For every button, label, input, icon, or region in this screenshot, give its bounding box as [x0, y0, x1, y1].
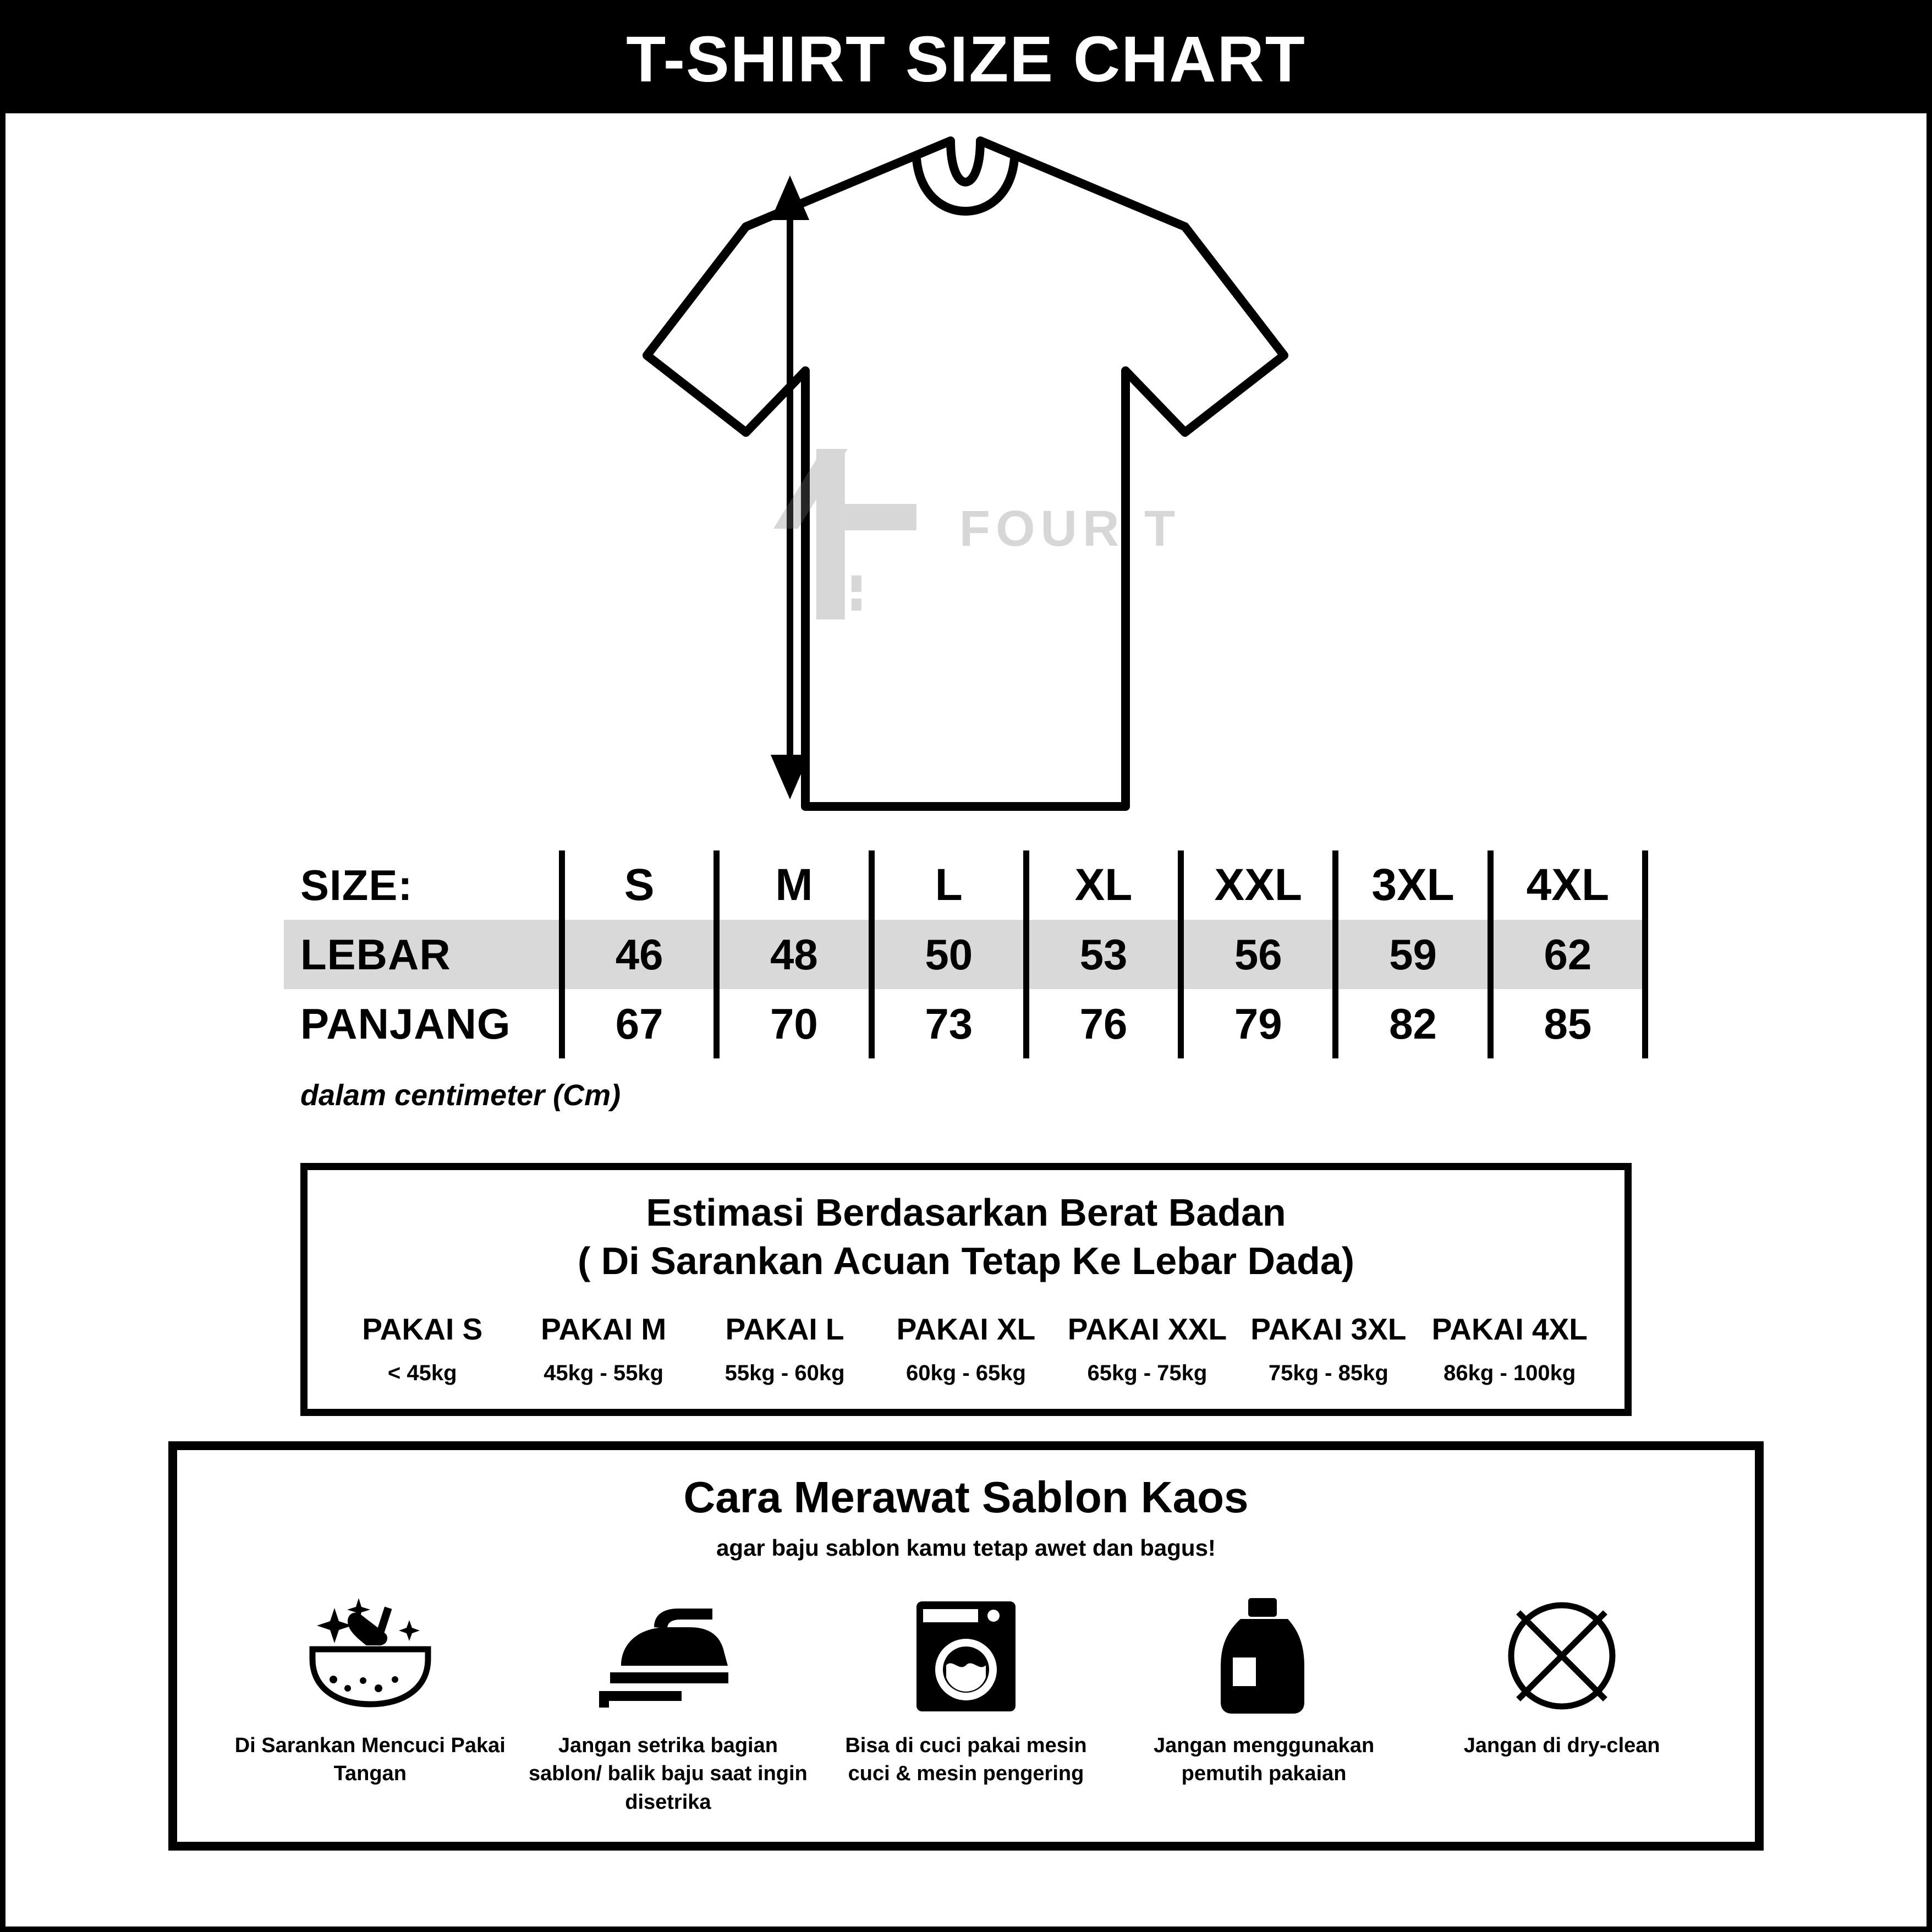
estimate-value-s: < 45kg [387, 1361, 457, 1385]
size-cell-4xl: 4XL [1490, 850, 1645, 920]
estimate-label-3xl: PAKAI 3XL [1250, 1312, 1407, 1346]
care-item-iron [519, 1590, 817, 1816]
estimate-value-xl: 60kg - 65kg [906, 1361, 1026, 1385]
panjang-value-3xl: 82 [1336, 989, 1490, 1058]
care-label-no-bleach: Jangan menggunakan pemutih pakaian [1153, 1734, 1375, 1786]
care-items [194, 1590, 1738, 1816]
estimate-column-m [513, 1311, 694, 1386]
table-row-lebar [284, 920, 1645, 989]
row-label-lebar: LEBAR [300, 930, 451, 979]
row-label-panjang: PANJANG [300, 999, 511, 1048]
care-instructions-box [168, 1441, 1764, 1851]
estimate-column-3xl [1238, 1311, 1419, 1386]
size-cell-xxl: XXL [1181, 850, 1336, 920]
lebar-value-xl: 53 [1026, 920, 1181, 989]
estimate-column-s [332, 1311, 513, 1386]
panjang-value-s: 67 [562, 989, 717, 1058]
estimate-value-3xl: 75kg - 85kg [1268, 1361, 1388, 1385]
size-table [284, 850, 1648, 1058]
lebar-value-s: 46 [562, 920, 717, 989]
estimate-column-xxl [1057, 1311, 1238, 1386]
panjang-value-m: 70 [717, 989, 871, 1058]
estimate-label-s: PAKAI S [362, 1312, 483, 1346]
estimate-label-xxl: PAKAI XXL [1067, 1312, 1227, 1346]
iron-icon [528, 1590, 809, 1722]
care-label-no-dry-clean: Jangan di dry-clean [1463, 1734, 1660, 1757]
care-item-no-bleach [1115, 1590, 1413, 1788]
care-item-machine-wash [817, 1590, 1115, 1788]
estimate-column-4xl [1419, 1311, 1600, 1386]
estimate-value-m: 45kg - 55kg [544, 1361, 664, 1385]
unit-note: dalam centimeter (Cm) [300, 1079, 621, 1112]
estimate-label-xl: PAKAI XL [896, 1312, 1036, 1346]
estimate-label-l: PAKAI L [725, 1312, 844, 1346]
estimate-value-4xl: 86kg - 100kg [1443, 1361, 1576, 1385]
lebar-value-m: 48 [717, 920, 871, 989]
panjang-value-l: 73 [871, 989, 1026, 1058]
estimate-columns [324, 1311, 1608, 1386]
shirt-illustration [6, 113, 1926, 850]
size-cell-l: L [871, 850, 1026, 920]
size-cell-xl: XL [1026, 850, 1181, 920]
estimate-column-l [694, 1311, 875, 1386]
hand-wash-icon [230, 1590, 511, 1722]
washing-machine-icon [826, 1590, 1106, 1722]
panjang-value-xxl: 79 [1181, 989, 1336, 1058]
tshirt-outline-icon [581, 124, 1351, 834]
care-subtitle: agar baju sablon kamu tetap awet dan bagus! [716, 1535, 1216, 1561]
bleach-bottle-icon [1124, 1590, 1404, 1722]
estimate-column-xl [875, 1311, 1056, 1386]
page-title: T-SHIRT SIZE CHART [626, 23, 1306, 96]
estimate-title-line1: Estimasi Berdasarkan Berat Badan [646, 1191, 1286, 1234]
weight-estimate-box [300, 1163, 1632, 1416]
brand-name: FOUR T [959, 500, 1181, 557]
lebar-value-l: 50 [871, 920, 1026, 989]
lebar-value-xxl: 56 [1181, 920, 1336, 989]
estimate-value-xxl: 65kg - 75kg [1087, 1361, 1208, 1385]
estimate-label-m: PAKAI M [541, 1312, 667, 1346]
size-cell-3xl: 3XL [1336, 850, 1490, 920]
lebar-value-4xl: 62 [1490, 920, 1645, 989]
care-label-iron: Jangan setrika bagian sablon/ balik baju saat ingin disetrika [529, 1734, 808, 1814]
size-header-label: SIZE: [300, 860, 413, 909]
estimate-value-l: 55kg - 60kg [724, 1361, 845, 1385]
panjang-value-4xl: 85 [1490, 989, 1645, 1058]
estimate-label-4xl: PAKAI 4XL [1431, 1312, 1588, 1346]
estimate-title-line2: ( Di Sarankan Acuan Tetap Ke Lebar Dada) [577, 1239, 1355, 1282]
size-table-block [284, 850, 1648, 1112]
care-item-hand-wash [221, 1590, 519, 1788]
care-title: Cara Merawat Sablon Kaos [683, 1473, 1249, 1522]
care-label-hand-wash: Di Sarankan Mencuci Pakai Tangan [234, 1734, 506, 1786]
lebar-value-3xl: 59 [1336, 920, 1490, 989]
care-label-machine-wash: Bisa di cuci pakai mesin cuci & mesin pengering [845, 1734, 1087, 1786]
table-row-size [284, 850, 1645, 920]
size-cell-m: M [717, 850, 871, 920]
size-cell-s: S [562, 850, 717, 920]
no-dry-clean-icon [1421, 1590, 1702, 1722]
table-row-panjang [284, 989, 1645, 1058]
panjang-value-xl: 76 [1026, 989, 1181, 1058]
vertical-double-arrow-icon [776, 184, 804, 791]
header-bar [6, 6, 1926, 113]
care-item-no-dry-clean [1413, 1590, 1711, 1760]
